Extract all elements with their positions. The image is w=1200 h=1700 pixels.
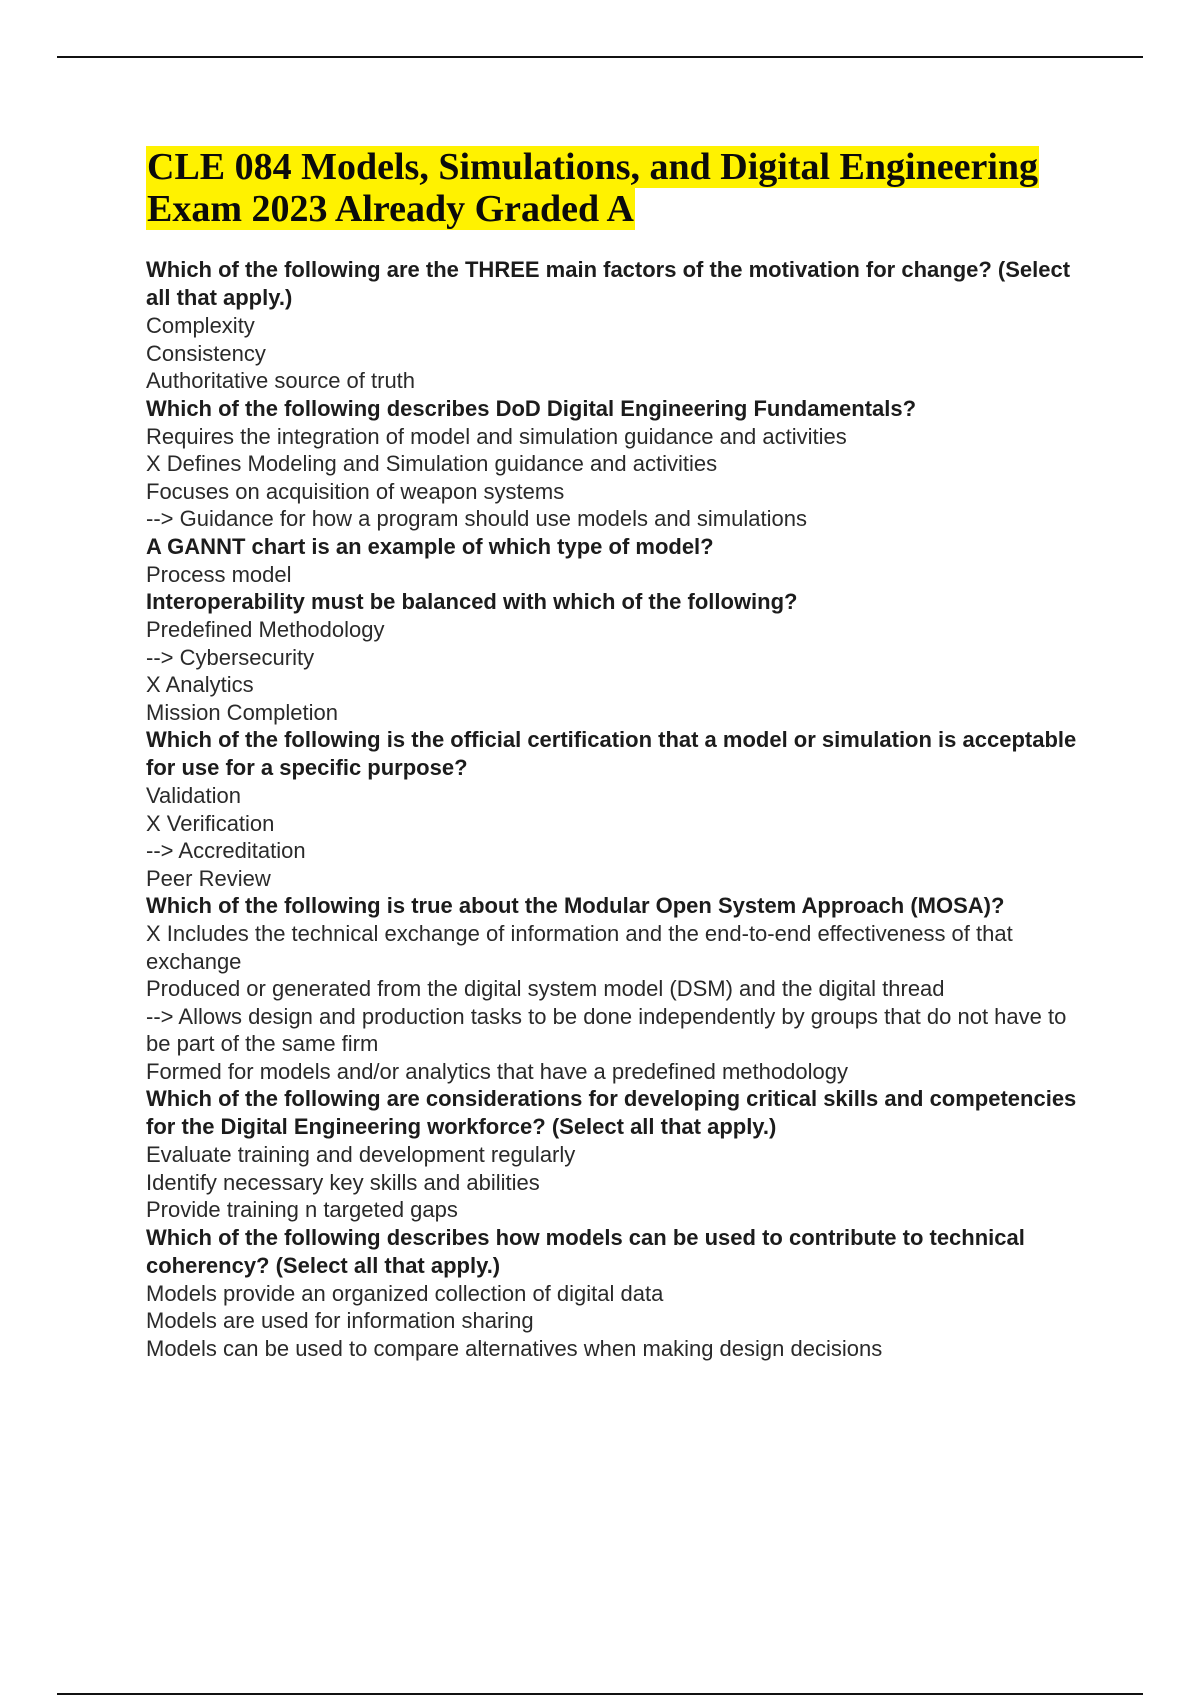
question: Which of the following describes DoD Digital Engineering Fundamentals? xyxy=(146,395,917,421)
qa-block xyxy=(146,892,1086,1085)
answer-option: X Analytics xyxy=(146,672,254,697)
answer-option: Authoritative source of truth xyxy=(146,368,416,393)
question: Which of the following are considerations for developing critical skills and competencies for the Digital Engineering workforce? (Select all that apply.) xyxy=(146,1086,1077,1139)
answer-option: Evaluate training and development regularly xyxy=(146,1142,576,1167)
qa-block xyxy=(146,533,1086,589)
document-title-text: CLE 084 Models, Simulations, and Digital Engineering Exam 2023 Already Graded A xyxy=(147,146,1039,230)
answer-option: Models can be used to compare alternatives when making design decisions xyxy=(146,1335,883,1361)
answer-option: Models are used for information sharing xyxy=(146,1308,534,1333)
answer-option: Requires the integration of model and simulation guidance and activities xyxy=(146,423,847,449)
question: Which of the following describes how models can be used to contribute to technical coherency? (Select all that apply.) xyxy=(146,1224,1025,1278)
answer-option: --> Cybersecurity xyxy=(146,644,315,670)
top-rule xyxy=(57,56,1143,58)
qa-block xyxy=(146,395,1086,533)
answer-option: Consistency xyxy=(146,340,266,366)
question: Interoperability must be balanced with which of the following? xyxy=(146,589,798,614)
answer-option: --> Accreditation xyxy=(146,838,306,863)
answer-option: Process model xyxy=(146,561,292,587)
bottom-rule xyxy=(57,1693,1143,1695)
answer-option: Formed for models and/or analytics that have a predefined methodology xyxy=(146,1058,848,1084)
question: Which of the following is the official certification that a model or simulation is acceptable for use for a specific purpose? xyxy=(146,727,1077,780)
question: Which of the following is true about the Modular Open System Approach (MOSA)? xyxy=(146,893,1005,918)
answer-option: X Verification xyxy=(146,810,275,836)
answer-option: --> Guidance for how a program should use models and simulations xyxy=(146,506,807,531)
qa-block xyxy=(146,726,1086,892)
answer-option: --> Allows design and production tasks to be done independently by groups that do not have to be part of the same firm xyxy=(146,1003,1067,1056)
answer-option: Peer Review xyxy=(146,865,271,891)
answer-option: Models provide an organized collection of digital data xyxy=(146,1280,664,1306)
qa-block xyxy=(146,1085,1086,1224)
answer-option: X Defines Modeling and Simulation guidance and activities xyxy=(146,451,718,476)
answer-option: X Includes the technical exchange of information and the end-to-end effectiveness of that exchange xyxy=(146,921,1013,974)
answer-option: Predefined Methodology xyxy=(146,617,385,642)
answer-option: Complexity xyxy=(146,313,255,338)
answer-option: Focuses on acquisition of weapon systems xyxy=(146,478,565,504)
document-title xyxy=(146,146,1086,230)
answer-option: Produced or generated from the digital system model (DSM) and the digital thread xyxy=(146,976,945,1001)
qa-list xyxy=(146,256,1086,1362)
document-body xyxy=(146,146,1086,1362)
qa-block xyxy=(146,588,1086,726)
question: Which of the following are the THREE main factors of the motivation for change? (Select all that apply.) xyxy=(146,257,1071,310)
answer-option: Mission Completion xyxy=(146,699,338,725)
qa-block xyxy=(146,1224,1086,1363)
question: A GANNT chart is an example of which type of model? xyxy=(146,533,714,559)
qa-block xyxy=(146,256,1086,395)
answer-option: Identify necessary key skills and abilities xyxy=(146,1169,540,1195)
answer-option: Provide training n targeted gaps xyxy=(146,1197,458,1222)
answer-option: Validation xyxy=(146,783,241,808)
